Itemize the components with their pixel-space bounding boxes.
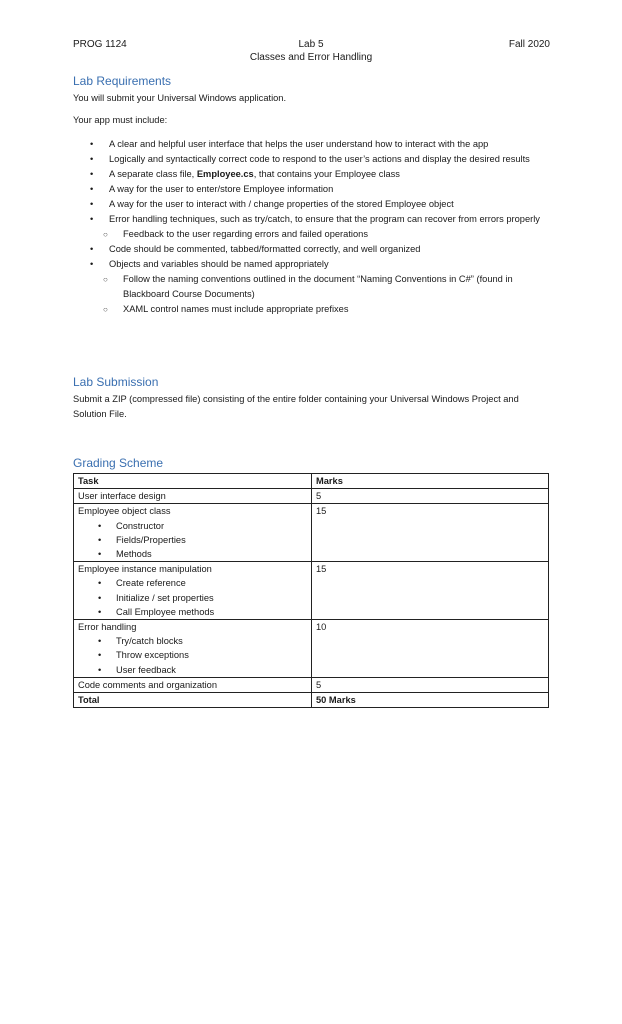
list-item: ○ Feedback to the user regarding errors and failed operations bbox=[73, 227, 553, 242]
list-item: • Constructor bbox=[78, 519, 311, 533]
submission-text: Submit a ZIP (compressed file) consisting of the entire folder containing your Universal Windows Project and Solution File. bbox=[73, 394, 519, 419]
table-row bbox=[74, 562, 549, 620]
marks-cell: 5 bbox=[312, 677, 549, 692]
requirements-intro: You will submit your Universal Windows application. bbox=[73, 93, 287, 103]
bullet-icon: • bbox=[98, 606, 102, 617]
list-item: • Try/catch blocks bbox=[78, 634, 311, 648]
list-item: • Objects and variables should be named appropriately bbox=[73, 257, 553, 272]
bullet-icon: • bbox=[98, 520, 102, 531]
list-item: • A way for the user to enter/store Employee information bbox=[73, 182, 553, 197]
bullet-icon: • bbox=[90, 154, 94, 164]
list-item: • Throw exceptions bbox=[78, 648, 311, 662]
grading-table bbox=[73, 473, 549, 708]
table-row bbox=[74, 620, 549, 678]
bullet-icon: • bbox=[98, 549, 102, 560]
marks-cell: 15 bbox=[312, 504, 549, 562]
col-task-header: Task bbox=[74, 474, 312, 489]
hollow-bullet-icon: ○ bbox=[103, 275, 108, 284]
grading-heading: Grading Scheme bbox=[73, 456, 164, 470]
list-item: • Create reference bbox=[78, 576, 311, 590]
requirements-list bbox=[73, 137, 553, 317]
table-total-row bbox=[74, 693, 549, 708]
bullet-icon: • bbox=[90, 244, 94, 254]
requirements-must-include: Your app must include: bbox=[73, 115, 168, 125]
bullet-icon: • bbox=[98, 636, 102, 647]
total-marks: 50 Marks bbox=[312, 693, 549, 708]
hollow-bullet-icon: ○ bbox=[103, 230, 108, 239]
list-item: • User feedback bbox=[78, 663, 311, 677]
table-header-row bbox=[74, 474, 549, 489]
requirements-heading: Lab Requirements bbox=[73, 74, 172, 88]
list-item: • A separate class file, Employee.cs, that contains your Employee class bbox=[73, 167, 553, 182]
list-item: • Logically and syntactically correct code to respond to the user’s actions and display the desired results bbox=[73, 152, 553, 167]
bullet-icon: • bbox=[98, 650, 102, 661]
list-item: • A clear and helpful user interface that helps the user understand how to interact with the app bbox=[73, 137, 553, 152]
list-item: • Call Employee methods bbox=[78, 605, 311, 619]
list-item: ○ XAML control names must include appropriate prefixes bbox=[73, 302, 553, 317]
col-marks-header: Marks bbox=[312, 474, 549, 489]
marks-cell: 15 bbox=[312, 562, 549, 620]
bullet-icon: • bbox=[98, 664, 102, 675]
bullet-icon: • bbox=[90, 259, 94, 269]
list-item: ○ Follow the naming conventions outlined in the document “Naming Conventions in C#” (found in Blackboard Course Documents) bbox=[103, 274, 513, 299]
bullet-icon: • bbox=[90, 184, 94, 194]
bullet-icon: • bbox=[90, 199, 94, 209]
list-item: • Methods bbox=[78, 547, 311, 561]
table-row bbox=[74, 489, 549, 504]
task-cell: User interface design bbox=[74, 489, 312, 504]
task-cell: Employee instance manipulation • Create reference • Initialize / set properties • Call Employee methods bbox=[74, 562, 312, 620]
list-item: • A way for the user to interact with / change properties of the stored Employee object bbox=[73, 197, 553, 212]
class-file-name: Employee.cs bbox=[196, 169, 254, 179]
bullet-icon: • bbox=[98, 534, 102, 545]
list-item: • Initialize / set properties bbox=[78, 591, 311, 605]
bullet-icon: • bbox=[90, 214, 94, 224]
marks-cell: 10 bbox=[312, 620, 549, 678]
header-course: PROG 1124 bbox=[73, 39, 127, 50]
task-cell: Employee object class • Constructor • Fields/Properties • Methods bbox=[74, 504, 312, 562]
bullet-icon: • bbox=[90, 139, 94, 149]
bullet-icon: • bbox=[98, 578, 102, 589]
bullet-icon: • bbox=[90, 169, 94, 179]
header-subtitle: Classes and Error Handling bbox=[249, 52, 373, 63]
hollow-bullet-icon: ○ bbox=[103, 305, 108, 314]
list-item: • Code should be commented, tabbed/formatted correctly, and well organized bbox=[73, 242, 553, 257]
list-item: • Error handling techniques, such as try/catch, to ensure that the program can recover from errors properly bbox=[73, 212, 553, 227]
marks-cell: 5 bbox=[312, 489, 549, 504]
table-row bbox=[74, 504, 549, 562]
table-row bbox=[74, 677, 549, 692]
header-lab: Lab 5 bbox=[298, 39, 324, 50]
submission-heading: Lab Submission bbox=[73, 375, 159, 389]
total-label: Total bbox=[74, 693, 312, 708]
header-term: Fall 2020 bbox=[508, 39, 550, 50]
bullet-icon: • bbox=[98, 592, 102, 603]
task-cell: Code comments and organization bbox=[74, 677, 312, 692]
list-item: • Fields/Properties bbox=[78, 533, 311, 547]
task-cell: Error handling • Try/catch blocks • Throw exceptions • User feedback bbox=[74, 620, 312, 678]
